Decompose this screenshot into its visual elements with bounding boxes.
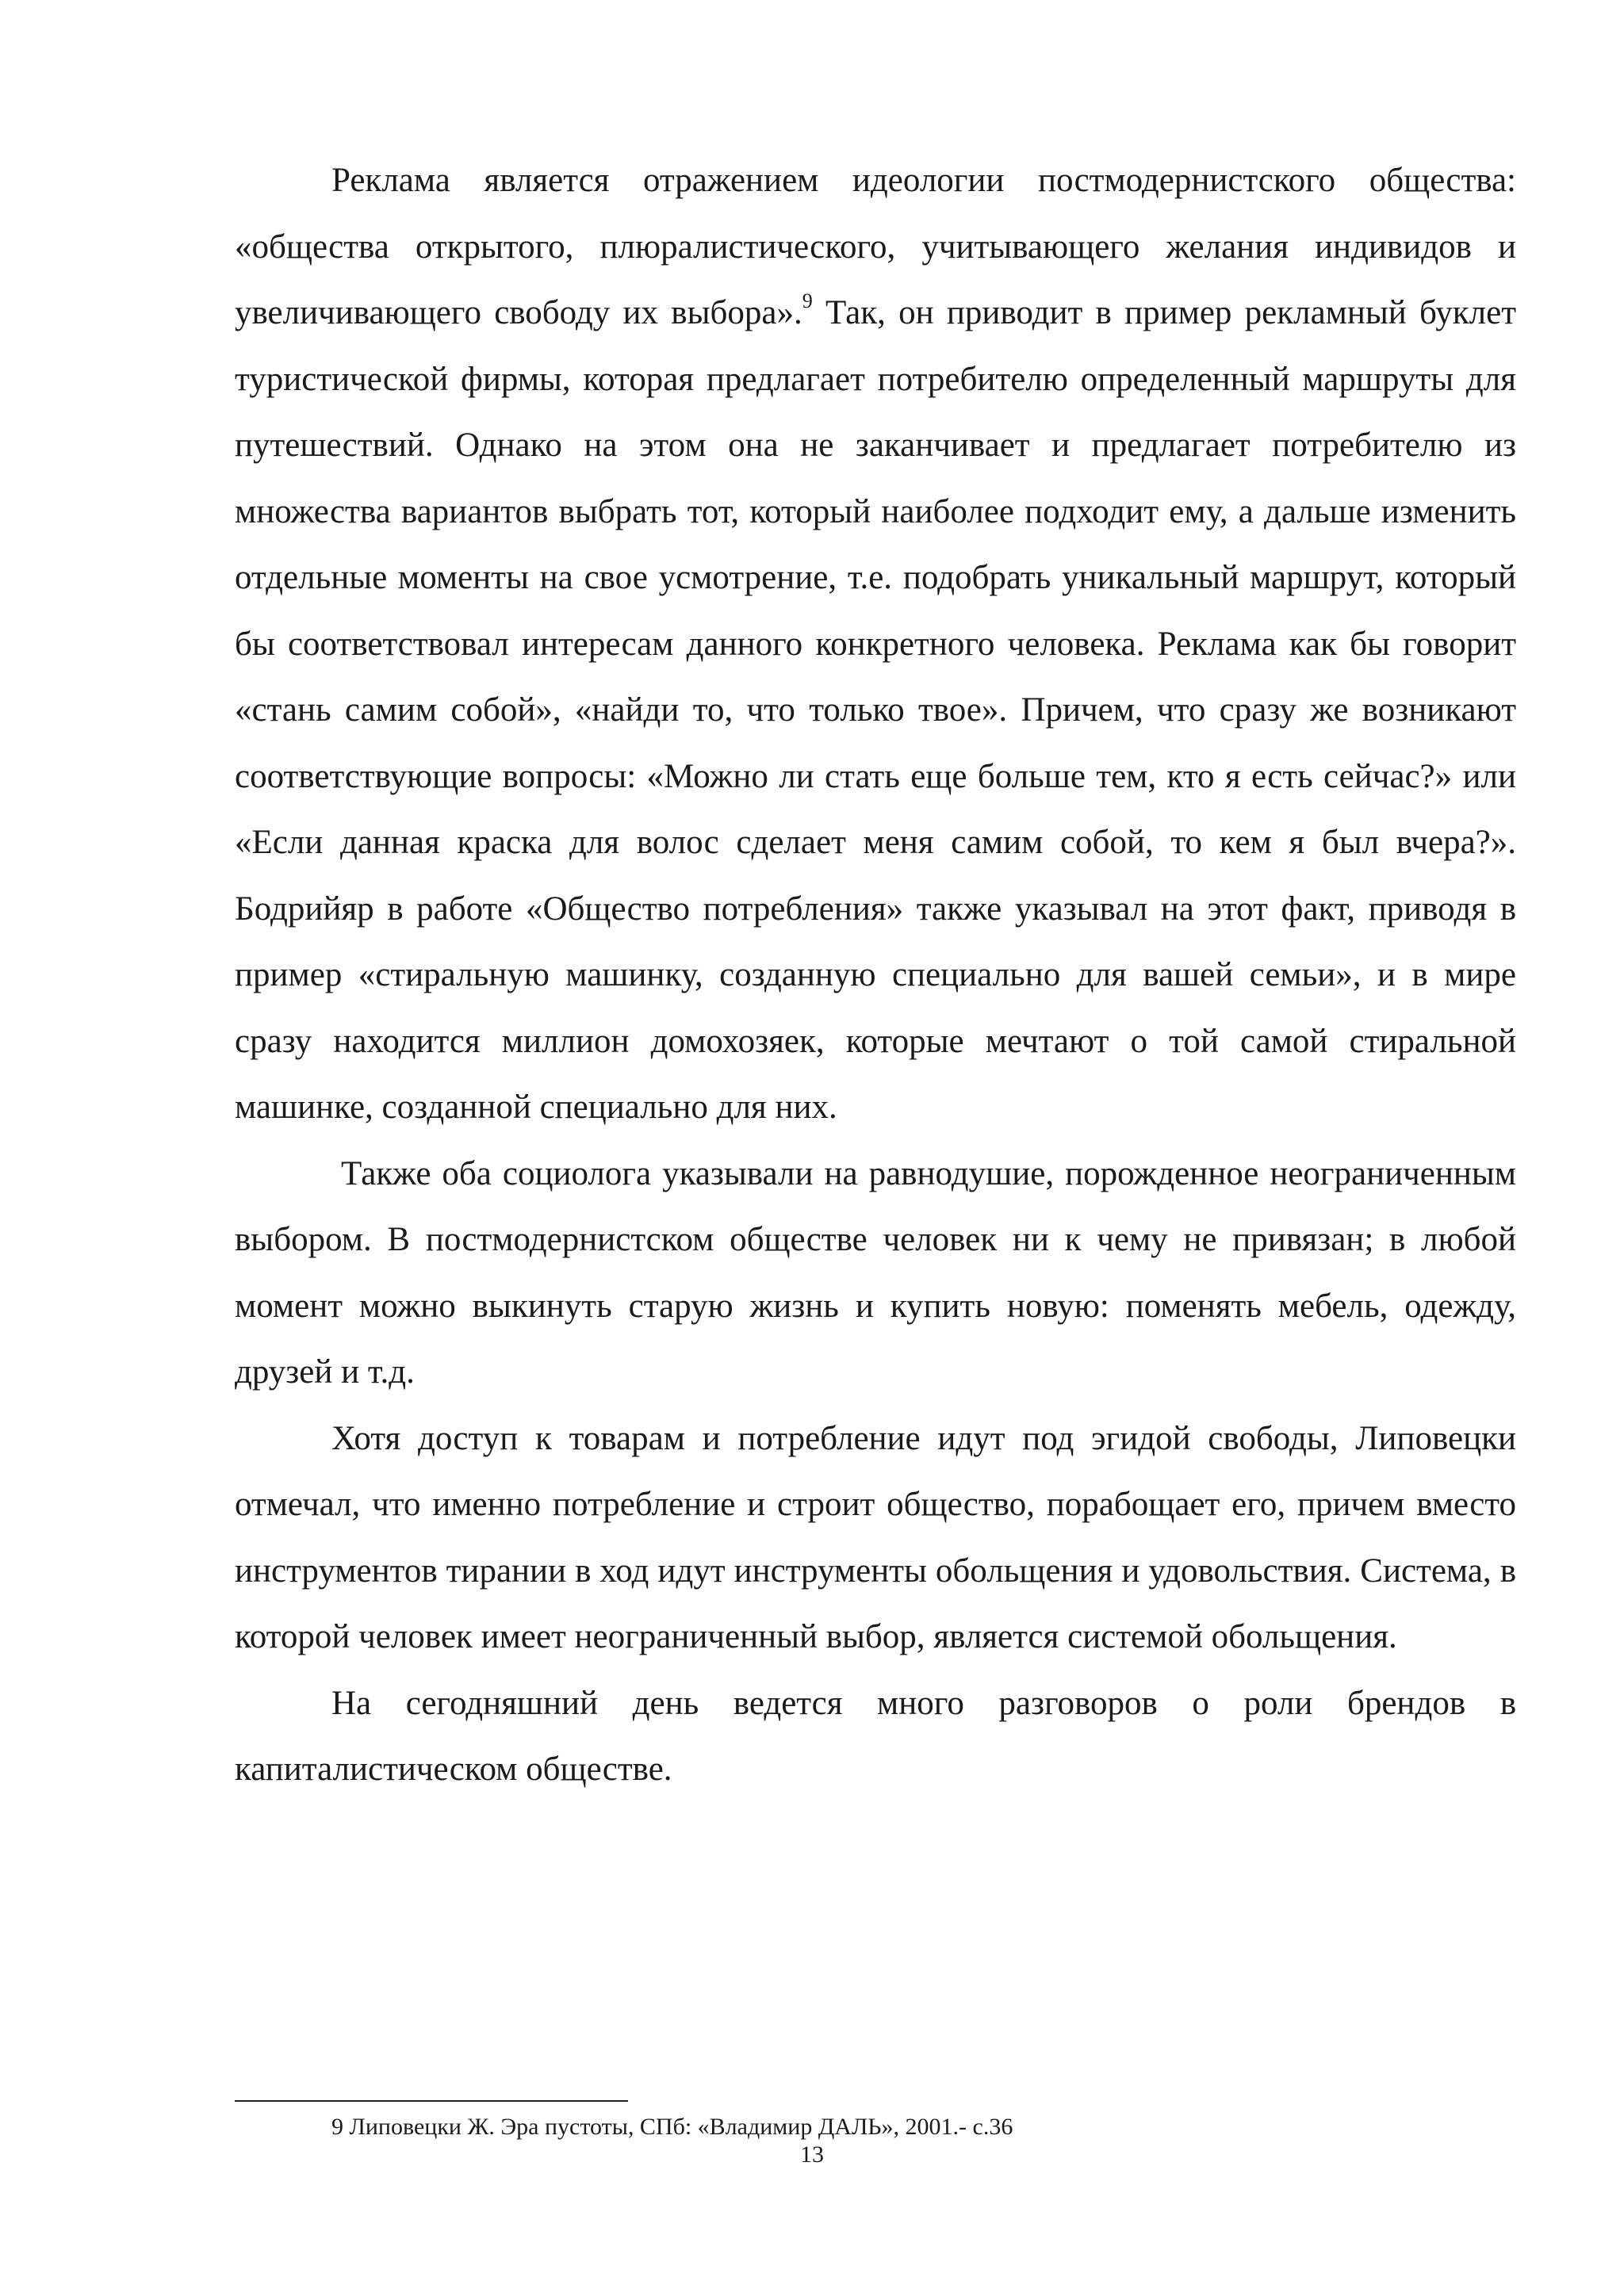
footnote-separator xyxy=(235,2100,628,2102)
paragraph-text: Реклама является отражением идеологии постмодернистского общества: «общества открытого, плюралистического, учитывающего желания индивидов и увеличивающего свободу их выбора». xyxy=(235,162,1516,331)
body-text xyxy=(235,147,1516,1803)
paragraph-text-continued: Так, он приводит в пример рекламный буклет туристической фирмы, которая предлагает потребителю определенный маршруты для путешествий. Однако на этом она не заканчивает и предлагает потребителю из множества вариантов выбрать тот, который наиболее подходит ему, а дальше изменить отдельные моменты на свое усмотрение, т.е. подобрать уникальный маршрут, который бы соответствовал интересам данного конкретного человека. Реклама как бы говорит «стань самим собой», «найди то, что только твое». Причем, что сразу же возникают соответствующие вопросы: «Можно ли стать еще больше тем, кто я есть сейчас?» или «Если данная краска для волос сделает меня самим собой, то кем я был вчера?». Бодрийяр в работе «Общество потребления» также указывал на этот факт, приводя в пример «стиральную машинку, созданную специально для вашей семьи», и в мире сразу находится миллион домохозяек, которые мечтают о той самой стиральной машинке, созданной специально для них. xyxy=(235,294,1516,1126)
footnote: 9 Липовецки Ж. Эра пустоты, СПб: «Владимир ДАЛЬ», 2001.- с.36 xyxy=(331,2114,1013,2140)
paragraph-text: Также оба социолога указывали на равнодушие, порожденное неограниченным выбором. В постмодернистском обществе человек ни к чему не привязан; в любой момент можно выкинуть старую жизнь и купить новую: поменять мебель, одежду, друзей и т.д. xyxy=(235,1154,1516,1391)
footnote-reference[interactable]: 9 xyxy=(802,289,813,312)
paragraph-indifference xyxy=(235,1141,1516,1406)
paragraph-brands-role xyxy=(235,1670,1516,1803)
paragraph-advertising-ideology xyxy=(235,147,1516,1141)
paragraph-text: Хотя доступ к товарам и потребление идут под эгидой свободы, Липовецки отмечал, что именно потребление и строит общество, порабощает его, причем вместо инструментов тирании в ход идут инструменты обольщения и удовольствия. Система, в которой человек имеет неограниченный выбор, является системой обольщения. xyxy=(235,1419,1516,1655)
paragraph-text: На сегодняшний день ведется много разговоров о роли брендов в капиталистическом обществе. xyxy=(235,1684,1516,1788)
paragraph-consumption-freedom xyxy=(235,1406,1516,1670)
page-number: 13 xyxy=(800,2141,824,2168)
